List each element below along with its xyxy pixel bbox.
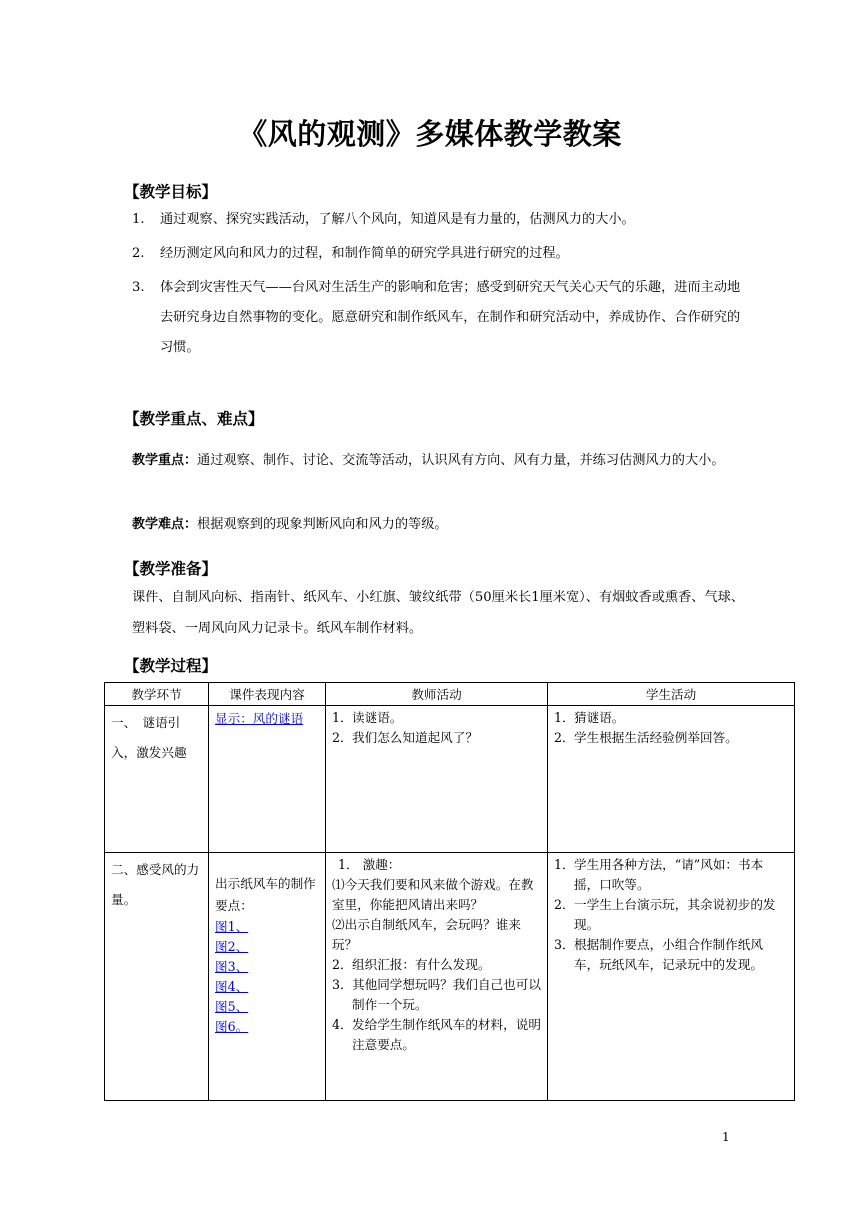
figure-link[interactable]: 图4、 <box>215 979 249 994</box>
list-item: 1． 猜谜语。 <box>554 710 625 725</box>
objective-item: 3. 体会到灾害性天气——台风对生活生产的影响和危害；感受到研究天气关心天气的乐趣，进而主动地去研究身边自然事物的变化。愿意研究和制作纸风车，在制作和研究活动中，养成协作、合作研究的习惯。 <box>132 280 741 355</box>
list-item: 2． 学生根据生活经验例举回答。 <box>554 730 738 745</box>
media-cell: 出示纸风车的制作要点： 图1、 图2、 图3、 图4、 图5、 图6。 <box>209 853 326 1101</box>
focus-text: 通过观察、制作、讨论、交流等活动，认识风有方向、风有力量，并练习估测风力的大小。 <box>197 453 725 468</box>
preparation-heading: 【教学准备】 <box>124 560 218 578</box>
table-row <box>105 853 795 1101</box>
difficulty-label: 教学难点： <box>132 517 198 532</box>
column-header: 课件表现内容 <box>209 683 326 706</box>
figure-link[interactable]: 图6。 <box>215 1019 249 1034</box>
stage-cell: 二、感受风的力量。 <box>105 853 209 1101</box>
preparation-text: 课件、自制风向标、指南针、纸风车、小红旗、皱纹纸带（50厘米长1厘米宽）、有烟蚊香或熏香、气球、塑料袋、一周风向风力记录卡。纸风车制作材料。 <box>132 590 745 636</box>
focus-block <box>132 450 744 472</box>
page-number: 1 <box>722 1130 730 1144</box>
objectives-heading: 【教学目标】 <box>124 183 218 201</box>
column-header: 教师活动 <box>326 683 548 706</box>
list-item: 2． 组织汇报：有什么发现。 <box>332 957 491 972</box>
keypoints-heading: 【教学重点、难点】 <box>124 410 264 428</box>
figure-link[interactable]: 图1、 <box>215 919 249 934</box>
media-cell <box>209 706 326 853</box>
student-cell <box>548 706 795 853</box>
difficulty-block <box>132 514 744 536</box>
column-header: 教学环节 <box>105 683 209 706</box>
list-item: 3． 根据制作要点，小组合作制作纸风车，玩纸风车，记录玩中的发现。 <box>554 937 763 972</box>
process-heading: 【教学过程】 <box>124 657 218 675</box>
column-header: 学生活动 <box>548 683 795 706</box>
teacher-cell: 1． 激趣： ⑴今天我们要和风来做个游戏。在教室里，你能把风请出来吗？ ⑵出示自制纸风车，会玩吗？谁来玩？ 2． 组织汇报：有什么发现。 3． 其他同学想玩吗？我们自己也可以制作一个玩。 4． 发给学生制作纸风车的材料，说明注意要点。 <box>326 853 548 1101</box>
list-item: 2． 我们怎么知道起风了？ <box>332 730 478 745</box>
figure-link[interactable]: 图2、 <box>215 939 249 954</box>
teacher-cell <box>326 706 548 853</box>
list-item: 1． 读谜语。 <box>332 710 403 725</box>
table-row <box>105 706 795 853</box>
objective-item: 2. 经历测定风向和风力的过程，和制作简单的研究学具进行研究的过程。 <box>132 246 569 261</box>
list-item: 2． 一学生上台演示玩，其余说初步的发现。 <box>554 897 776 932</box>
figure-link[interactable]: 图3、 <box>215 959 249 974</box>
figure-link[interactable]: 图5、 <box>215 999 249 1014</box>
stage-cell: 一、 谜语引入，激发兴趣 <box>105 706 209 853</box>
list-item: 1． 学生用各种方法，“请”风如：书本摇，口吹等。 <box>554 857 764 892</box>
riddle-link[interactable]: 显示：风的谜语 <box>215 711 304 726</box>
table-header-row <box>105 683 795 706</box>
document-title: 《风的观测》多媒体教学教案 <box>238 117 622 151</box>
difficulty-text: 根据观察到的现象判断风向和风力的等级。 <box>197 517 448 532</box>
objective-item: 1. 通过观察、探究实践活动，了解八个风向，知道风是有力量的，估测风力的大小。 <box>132 212 635 227</box>
student-cell <box>548 853 795 1101</box>
list-item: 3． 其他同学想玩吗？我们自己也可以制作一个玩。 <box>332 977 541 1012</box>
focus-label: 教学重点： <box>132 453 198 468</box>
objectives-list <box>132 205 744 363</box>
process-table <box>104 682 795 1101</box>
list-item: 4． 发给学生制作纸风车的材料，说明注意要点。 <box>332 1017 541 1052</box>
